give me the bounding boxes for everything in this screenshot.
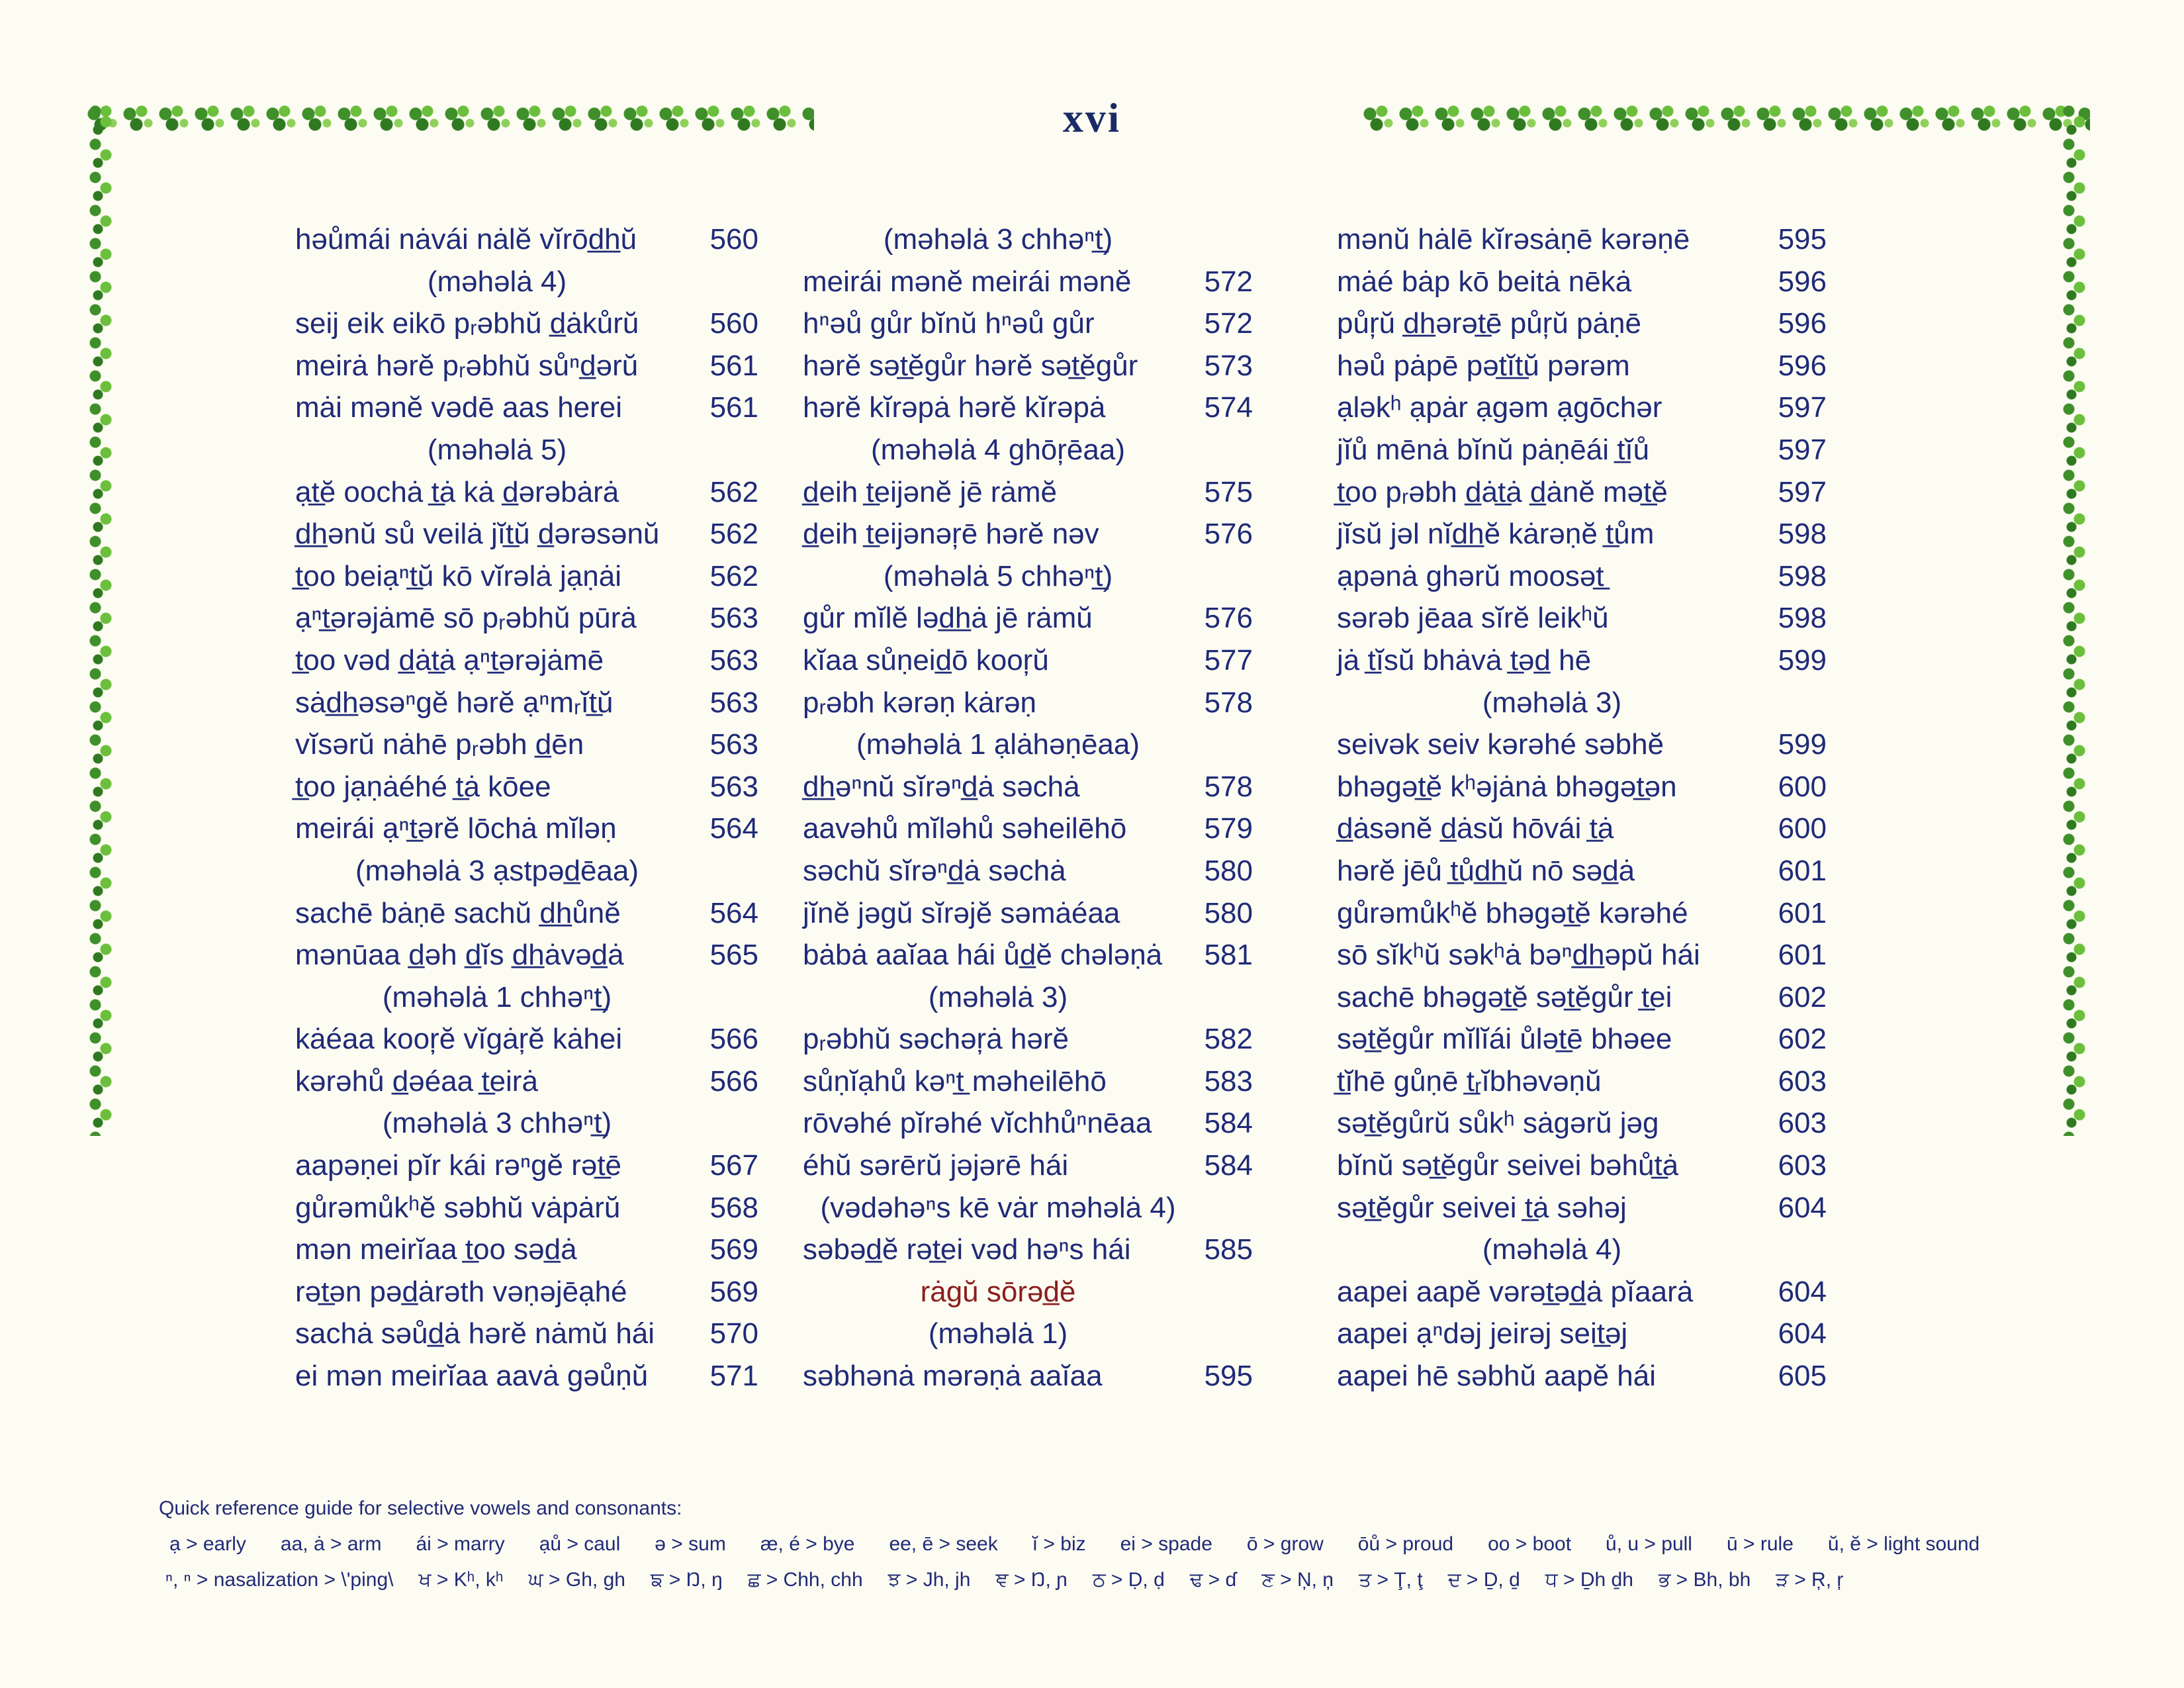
consonant-guide-item: ਠ > Ḍ, ḍ xyxy=(1092,1569,1165,1591)
entry-text: hərĕ kĭrəpȧ hərĕ kĭrəpȧ xyxy=(803,391,1106,424)
page-number: 578 xyxy=(1204,686,1253,719)
index-entry xyxy=(1337,513,1853,555)
entry-text: mən meirĭaa t̲oo səd̲ȧ xyxy=(295,1233,577,1266)
consonant-guide-item: ਙ > Ŋ, ŋ xyxy=(650,1569,723,1591)
index-entry xyxy=(1337,303,1853,345)
index-entry xyxy=(1337,1018,1853,1060)
entry-text: sachȧ səůd̲ȧ hərĕ nȧmŭ hái xyxy=(295,1317,655,1350)
page-number: 604 xyxy=(1778,1317,1827,1350)
consonant-guide-item: ਛ > Chh, chh xyxy=(747,1569,863,1591)
page-number: 604 xyxy=(1778,1191,1827,1224)
entry-text: gůr mĭlĕ ləd̲h̲ȧ jē rȧmŭ xyxy=(803,602,1093,635)
vowel-guide-item: æ, é > bye xyxy=(760,1533,855,1555)
vowel-guide-item: ạů > caul xyxy=(539,1533,621,1555)
page-number: 563 xyxy=(709,770,758,803)
entry-text: t̲ĭhē gůṇē t̲ᵣĭbhəvəṇŭ xyxy=(1337,1064,1602,1098)
consonant-guide-item: ਭ > Bh, bh xyxy=(1658,1569,1751,1591)
index-entry xyxy=(803,850,1289,892)
entry-text: (məhəlȧ 5) xyxy=(427,433,567,466)
entry-text: kərəhů d̲əéaa t̲eirȧ xyxy=(295,1064,538,1098)
consonant-guide-item: ਝ > Jh, jh xyxy=(887,1569,971,1591)
entry-text: (məhəlȧ 5 chhəⁿt̲) xyxy=(883,559,1113,592)
page-number: 603 xyxy=(1778,1149,1827,1182)
vowel-guide-item: ŭ, ĕ > light sound xyxy=(1827,1533,1980,1555)
entry-text: sachē bȧṇē sachŭ d̲h̲ůnĕ xyxy=(295,896,621,929)
page-number: 603 xyxy=(1778,1107,1827,1140)
section-heading xyxy=(803,555,1289,598)
section-heading xyxy=(295,261,758,303)
entry-text: (məhəlȧ 3) xyxy=(1482,686,1622,719)
index-entry xyxy=(295,1018,758,1060)
index-entry xyxy=(803,1060,1289,1103)
section-heading xyxy=(803,1187,1289,1229)
page-number: 581 xyxy=(1204,939,1253,972)
entry-text: aavəhů mĭləhů səheilēhō xyxy=(803,812,1127,845)
entry-text: aapəṇei pĭr kái rəⁿgĕ rət̲ē xyxy=(295,1149,622,1182)
vowel-guide-item: oo > boot xyxy=(1488,1533,1572,1555)
vowel-guide-item: ĭ > biz xyxy=(1032,1533,1086,1555)
entry-text: (məhəlȧ 1) xyxy=(928,1317,1068,1350)
entry-text: t̲oo pᵣəbh d̲ȧt̲ȧ d̲ȧnĕ mət̲ĕ xyxy=(1337,475,1668,508)
index-entry xyxy=(1337,387,1853,429)
entry-text: půŗŭ d̲h̲ərət̲ē půŗŭ pȧṇē xyxy=(1337,307,1641,340)
entry-text: t̲oo beiạⁿt̲ŭ kō vĭrəlȧ jạṇȧi xyxy=(295,559,622,592)
entry-text: pᵣəbhŭ səchəŗȧ hərĕ xyxy=(803,1023,1069,1056)
index-entry xyxy=(1337,218,1853,261)
entry-text: hərĕ jēů t̲ůd̲h̲ŭ nō səd̲ȧ xyxy=(1337,854,1635,887)
vowel-guide-item: ạ > early xyxy=(169,1533,246,1555)
index-entry xyxy=(1337,261,1853,303)
page-number: 583 xyxy=(1204,1064,1253,1098)
entry-text: (məhəlȧ 4 ghōŗēaa) xyxy=(870,433,1125,466)
index-entry xyxy=(295,1145,758,1187)
vowel-guide-row xyxy=(169,1533,2014,1556)
index-column-2 xyxy=(803,218,1289,1397)
entry-text: həů pȧpē pət̲ĭt̲ŭ pərəm xyxy=(1337,349,1630,382)
page-number: 561 xyxy=(709,391,758,424)
entry-text: d̲eih t̲eijənĕ jē rȧmĕ xyxy=(803,475,1058,508)
consonant-guide-item: ਢ > ɗ xyxy=(1189,1569,1237,1591)
entry-text: t̲oo vəd d̲ȧt̲ȧ ạⁿt̲ərəjȧmē xyxy=(295,643,604,677)
index-entry xyxy=(1337,1145,1853,1187)
entry-text: bhəgət̲ĕ kʰəjȧnȧ bhəgət̲ən xyxy=(1337,770,1677,803)
section-heading xyxy=(803,976,1289,1019)
index-entry xyxy=(295,1271,758,1313)
consonant-guide-item: ਤ > Ţ, ţ xyxy=(1358,1569,1423,1591)
entry-text: d̲h̲ənŭ sů veilȧ jĭt̲ŭ d̲ərəsənŭ xyxy=(295,518,660,551)
index-entry xyxy=(1337,934,1853,976)
page-number: 566 xyxy=(709,1023,758,1056)
index-entry xyxy=(803,808,1289,850)
page-number: 560 xyxy=(709,307,758,340)
index-entry xyxy=(295,892,758,935)
page-number: 564 xyxy=(709,896,758,929)
index-entry xyxy=(1337,1187,1853,1229)
entry-text: ạt̲ĕ oochȧ t̲ȧ kȧ d̲ərəbȧrȧ xyxy=(295,475,619,508)
index-entry xyxy=(295,808,758,850)
section-heading xyxy=(1337,1229,1853,1271)
index-entry xyxy=(803,387,1289,429)
page-number: 598 xyxy=(1778,518,1827,551)
page-number: 570 xyxy=(709,1317,758,1350)
section-heading xyxy=(803,724,1289,766)
entry-text: sȧd̲h̲əsəⁿgĕ hərĕ ạⁿmᵣĭt̲ŭ xyxy=(295,686,614,719)
index-entry xyxy=(803,471,1289,514)
entry-text: seivək seiv kərəhé səbhĕ xyxy=(1337,728,1664,761)
index-entry xyxy=(803,639,1289,682)
page-number: 576 xyxy=(1204,518,1253,551)
entry-text: həůmái nȧvái nȧlĕ vĭrōd̲h̲ŭ xyxy=(295,223,637,256)
section-heading xyxy=(295,1102,758,1145)
page-number: 563 xyxy=(709,602,758,635)
page-number: 568 xyxy=(709,1191,758,1224)
index-entry xyxy=(295,471,758,514)
entry-text: gůrəmůkʰĕ bhəgət̲ĕ kərəhé xyxy=(1337,896,1688,929)
index-entry xyxy=(295,597,758,639)
page-number: 578 xyxy=(1204,770,1253,803)
page-number: 572 xyxy=(1204,265,1253,298)
index-entry xyxy=(295,724,758,766)
index-entry xyxy=(295,934,758,976)
page-number: 605 xyxy=(1778,1360,1827,1393)
entry-text: pᵣəbh kərəṇ kȧrəṇ xyxy=(803,686,1037,719)
consonant-guide-item: ਣ > Ņ, ņ xyxy=(1261,1569,1334,1591)
index-entry xyxy=(1337,639,1853,682)
entry-text: jĭsŭ jəl nĭd̲h̲ĕ kȧrəṇĕ t̲ům xyxy=(1337,518,1655,551)
page-number: 599 xyxy=(1778,643,1827,677)
vowel-guide-item: ū > rule xyxy=(1726,1533,1794,1555)
entry-text: rət̲ən pəd̲ȧrəth vəṇəjēạhé xyxy=(295,1275,627,1308)
page-number: 580 xyxy=(1204,896,1253,929)
entry-text: sachē bhəgət̲ĕ sət̲ĕgůr t̲ei xyxy=(1337,980,1672,1013)
index-entry xyxy=(1337,892,1853,935)
page-number: 595 xyxy=(1778,223,1827,256)
page-number: 560 xyxy=(709,223,758,256)
entry-text: (məhəlȧ 1 chhəⁿt̲) xyxy=(382,980,612,1013)
index-entry xyxy=(1337,597,1853,639)
consonant-guide-row xyxy=(165,1569,1868,1591)
index-entry xyxy=(295,1229,758,1271)
page-number: 601 xyxy=(1778,939,1827,972)
index-entry xyxy=(295,1187,758,1229)
entry-text: hⁿəů gůr bĭnŭ hⁿəů gůr xyxy=(803,307,1095,340)
entry-text: kĭaa sůṇeid̲ō kooŗŭ xyxy=(803,643,1049,677)
section-heading xyxy=(803,429,1289,471)
page-number: 563 xyxy=(709,643,758,677)
index-entry xyxy=(1337,1313,1853,1355)
index-entry xyxy=(295,639,758,682)
entry-text: (vədəhəⁿs kē vȧr məhəlȧ 4) xyxy=(820,1191,1176,1224)
entry-text: hərĕ sət̲ĕgůr hərĕ sət̲ĕgůr xyxy=(803,349,1138,382)
entry-text: sůṇĭạhů kəⁿt̲ məheilēhō xyxy=(803,1064,1107,1098)
entry-text: (məhəlȧ 3 ạstpəd̲ēaa) xyxy=(355,854,639,887)
entry-text: sərəb jēaa sĭrĕ leikʰŭ xyxy=(1337,602,1609,635)
index-entry xyxy=(803,1018,1289,1060)
index-entry xyxy=(803,303,1289,345)
page-number: 601 xyxy=(1778,896,1827,929)
page-number: 597 xyxy=(1778,475,1827,508)
index-entry xyxy=(295,1060,758,1103)
page-number: 580 xyxy=(1204,854,1253,887)
index-entry xyxy=(803,1145,1289,1187)
entry-text: rȧgŭ sōrəd̲ĕ xyxy=(920,1275,1076,1308)
index-entry xyxy=(295,682,758,724)
page-number: 600 xyxy=(1778,770,1827,803)
index-entry xyxy=(295,1355,758,1397)
page-number: 598 xyxy=(1778,559,1827,592)
entry-text: mȧi mənĕ vədē aas herei xyxy=(295,391,623,424)
page-number: 596 xyxy=(1778,349,1827,382)
entry-text: ei mən meirĭaa aavȧ gəůṇŭ xyxy=(295,1360,649,1393)
index-entry xyxy=(1337,976,1853,1019)
entry-text: (məhəlȧ 1 ạlȧhəṇēaa) xyxy=(856,728,1140,761)
index-entry xyxy=(295,555,758,598)
index-entry xyxy=(295,1313,758,1355)
entry-text: sō sĭkʰŭ səkʰȧ bəⁿd̲h̲əpŭ hái xyxy=(1337,939,1700,972)
right-vine-border xyxy=(2060,103,2089,1136)
index-entry xyxy=(1337,724,1853,766)
entry-text: mənŭ hȧlē kĭrəsȧṇē kərəṇē xyxy=(1337,223,1690,256)
index-entry xyxy=(803,261,1289,303)
section-heading xyxy=(295,976,758,1019)
index-entry xyxy=(1337,766,1853,808)
page-number: 574 xyxy=(1204,391,1253,424)
entry-text: d̲h̲əⁿnŭ sĭrəⁿd̲ȧ səchȧ xyxy=(803,770,1080,803)
page-number: 571 xyxy=(709,1360,758,1393)
entry-text: səbəd̲ĕ rət̲ei vəd həⁿs hái xyxy=(803,1233,1131,1266)
top-right-vine-border xyxy=(1362,103,2090,134)
page-number: 582 xyxy=(1204,1023,1253,1056)
page-number: 562 xyxy=(709,559,758,592)
page-number: 572 xyxy=(1204,307,1253,340)
entry-text: kȧéaa kooŗĕ vĭgȧŗĕ kȧhei xyxy=(295,1023,623,1056)
index-entry xyxy=(803,1102,1289,1145)
page-number: 597 xyxy=(1778,433,1827,466)
vowel-guide-item: ů, u > pull xyxy=(1606,1533,1692,1555)
page-number: 562 xyxy=(709,518,758,551)
entry-text: (məhəlȧ 3 chhəⁿt̲) xyxy=(883,223,1113,256)
entry-text: t̲oo jạṇȧéhé t̲ȧ kōee xyxy=(295,770,551,803)
page-number: 561 xyxy=(709,349,758,382)
page-number: 596 xyxy=(1778,265,1827,298)
index-entry xyxy=(803,766,1289,808)
page-number: 604 xyxy=(1778,1275,1827,1308)
entry-text: (məhəlȧ 4) xyxy=(427,265,567,298)
page-number: 576 xyxy=(1204,602,1253,635)
section-heading xyxy=(803,218,1289,261)
entry-text: seij eik eikō pᵣəbhŭ d̲ȧkůrŭ xyxy=(295,307,639,340)
entry-text: mȧé bȧp kō beitȧ nēkȧ xyxy=(1337,265,1632,298)
entry-text: aapei hē səbhŭ aapĕ hái xyxy=(1337,1360,1656,1393)
page-number: 603 xyxy=(1778,1064,1827,1098)
consonant-guide-item: ਞ > Ŋ, ɲ xyxy=(995,1569,1068,1591)
index-entry xyxy=(295,766,758,808)
entry-text: sət̲ĕgůrŭ sůkʰ sȧgərŭ jəg xyxy=(1337,1107,1659,1140)
entry-text: ạpənȧ ghərŭ moosət̲ xyxy=(1337,559,1604,592)
vowel-guide-item: ei > spade xyxy=(1120,1533,1212,1555)
index-entry xyxy=(803,1229,1289,1271)
reference-guide-title: Quick reference guide for selective vowels and consonants: xyxy=(159,1497,682,1519)
entry-text: rōvəhé pĭrəhé vĭchhůⁿnēaa xyxy=(803,1107,1152,1140)
index-entry xyxy=(1337,1271,1853,1313)
entry-text: (məhəlȧ 3 chhəⁿt̲) xyxy=(382,1107,612,1140)
entry-text: sət̲ĕgůr seivei t̲ȧ səhəj xyxy=(1337,1191,1627,1224)
section-heading xyxy=(803,1271,1289,1313)
entry-text: éhŭ sərērŭ jəjərē hái xyxy=(803,1149,1069,1182)
index-entry xyxy=(803,513,1289,555)
index-entry xyxy=(1337,429,1853,471)
entry-text: (məhəlȧ 4) xyxy=(1482,1233,1622,1266)
section-heading xyxy=(295,850,758,892)
entry-text: vĭsərŭ nȧhē pᵣəbh d̲ēn xyxy=(295,728,584,761)
page-number: 597 xyxy=(1778,391,1827,424)
index-entry xyxy=(295,345,758,387)
top-left-vine-border xyxy=(86,103,814,134)
entry-text: jȧ t̲ĭsŭ bhȧvȧ t̲əd̲ hē xyxy=(1337,643,1592,677)
section-heading xyxy=(295,429,758,471)
page-number: 602 xyxy=(1778,1023,1827,1056)
index-entry xyxy=(1337,345,1853,387)
consonant-guide-item: ⁿ, ⁿ > nasalization > \'ping\ xyxy=(165,1569,394,1591)
entry-text: səbhənȧ mərəṇȧ aaĭaa xyxy=(803,1360,1103,1393)
entry-text: mənūaa d̲əh d̲ĭs d̲h̲ȧvəd̲ȧ xyxy=(295,939,624,972)
index-entry xyxy=(295,513,758,555)
entry-text: səchŭ sĭrəⁿd̲ȧ səchȧ xyxy=(803,854,1066,887)
entry-text: aapei ạⁿdəj jeirəj seit̲əj xyxy=(1337,1317,1628,1350)
page-number: 563 xyxy=(709,686,758,719)
entry-text: (məhəlȧ 3) xyxy=(928,980,1068,1013)
index-entry xyxy=(1337,555,1853,598)
consonant-guide-item: ਧ > Ḏh ḏh xyxy=(1545,1569,1633,1591)
left-vine-border xyxy=(86,103,115,1136)
index-entry xyxy=(295,387,758,429)
page-number: 584 xyxy=(1204,1107,1253,1140)
index-entry xyxy=(1337,471,1853,514)
index-entry xyxy=(803,682,1289,724)
index-entry xyxy=(1337,808,1853,850)
section-heading xyxy=(1337,682,1853,724)
page-number: 601 xyxy=(1778,854,1827,887)
page-number: 567 xyxy=(709,1149,758,1182)
page-number: 565 xyxy=(709,939,758,972)
index-entry xyxy=(295,218,758,261)
entry-text: bȧbȧ aaĭaa hái ůd̲ĕ chələṇȧ xyxy=(803,939,1163,972)
entry-text: bĭnŭ sət̲ĕgůr seivei bəhůt̲ȧ xyxy=(1337,1149,1679,1182)
index-entry xyxy=(1337,850,1853,892)
entry-text: gůrəmůkʰĕ səbhŭ vȧpȧrŭ xyxy=(295,1191,621,1224)
consonant-guide-item: ੜ > Ŗ, ŗ xyxy=(1776,1569,1844,1591)
vowel-guide-item: ōů > proud xyxy=(1357,1533,1454,1555)
page-number: 598 xyxy=(1778,602,1827,635)
page-number: 569 xyxy=(709,1275,758,1308)
consonant-guide-item: ਖ > Kʰ, kʰ xyxy=(418,1569,504,1591)
page-number: 579 xyxy=(1204,812,1253,845)
page-number: 595 xyxy=(1204,1360,1253,1393)
index-entry xyxy=(803,1355,1289,1397)
page-number: 600 xyxy=(1778,812,1827,845)
page-number: 596 xyxy=(1778,307,1827,340)
consonant-guide-item: ਘ > Gh, gh xyxy=(528,1569,625,1591)
entry-text: jĭnĕ jəgŭ sĭrəjĕ səmȧéaa xyxy=(803,896,1120,929)
index-entry xyxy=(803,892,1289,935)
index-entry xyxy=(1337,1355,1853,1397)
page-number: 566 xyxy=(709,1064,758,1098)
index-entry xyxy=(1337,1102,1853,1145)
index-column-3 xyxy=(1337,218,1853,1397)
vowel-guide-item: aa, ȧ > arm xyxy=(280,1533,382,1555)
page-number: 599 xyxy=(1778,728,1827,761)
entry-text: aapei aapĕ vərət̲əd̲ȧ pĭaarȧ xyxy=(1337,1275,1694,1308)
page-number: 573 xyxy=(1204,349,1253,382)
page-number: 602 xyxy=(1778,980,1827,1013)
vowel-guide-item: ái > marry xyxy=(416,1533,505,1555)
entry-text: ạⁿt̲ərəjȧmē sō pᵣəbhŭ pūrȧ xyxy=(295,602,637,635)
entry-text: meirȧ hərĕ pᵣəbhŭ sůⁿd̲ərŭ xyxy=(295,349,639,382)
vowel-guide-item: ee, ē > seek xyxy=(889,1533,998,1555)
page-number: 577 xyxy=(1204,643,1253,677)
page-number: 564 xyxy=(709,812,758,845)
page-number: 575 xyxy=(1204,475,1253,508)
page-number: 563 xyxy=(709,728,758,761)
index-column-1 xyxy=(295,218,758,1397)
page-number: 562 xyxy=(709,475,758,508)
entry-text: meirái ạⁿt̲ərĕ lōchȧ mĭləṇ xyxy=(295,812,617,845)
consonant-guide-item: ਦ > Ḏ, ḏ xyxy=(1447,1569,1520,1591)
page-number: 584 xyxy=(1204,1149,1253,1182)
entry-text: d̲eih t̲eijənəŗē hərĕ nəv xyxy=(803,518,1099,551)
entry-text: ạləkʰ ạpȧr ạgəm ạgōchər xyxy=(1337,391,1662,424)
entry-text: meirái mənĕ meirái mənĕ xyxy=(803,265,1132,298)
entry-text: d̲ȧsənĕ d̲ȧsŭ hōvái t̲ȧ xyxy=(1337,812,1614,845)
entry-text: sət̲ĕgůr mĭlĭái ůlət̲ē bhəee xyxy=(1337,1023,1672,1056)
index-entry xyxy=(295,303,758,345)
index-entry xyxy=(1337,1060,1853,1103)
page-number: 585 xyxy=(1204,1233,1253,1266)
index-entry xyxy=(803,345,1289,387)
vowel-guide-item: ə > sum xyxy=(655,1533,726,1555)
index-entry xyxy=(803,597,1289,639)
index-entry xyxy=(803,934,1289,976)
page-number: 569 xyxy=(709,1233,758,1266)
vowel-guide-item: ō > grow xyxy=(1246,1533,1324,1555)
entry-text: jĭů mēnȧ bĭnŭ pȧṇēái t̲ĭů xyxy=(1337,433,1650,466)
page-number-title: xvi xyxy=(1062,96,1122,141)
section-heading xyxy=(803,1313,1289,1355)
